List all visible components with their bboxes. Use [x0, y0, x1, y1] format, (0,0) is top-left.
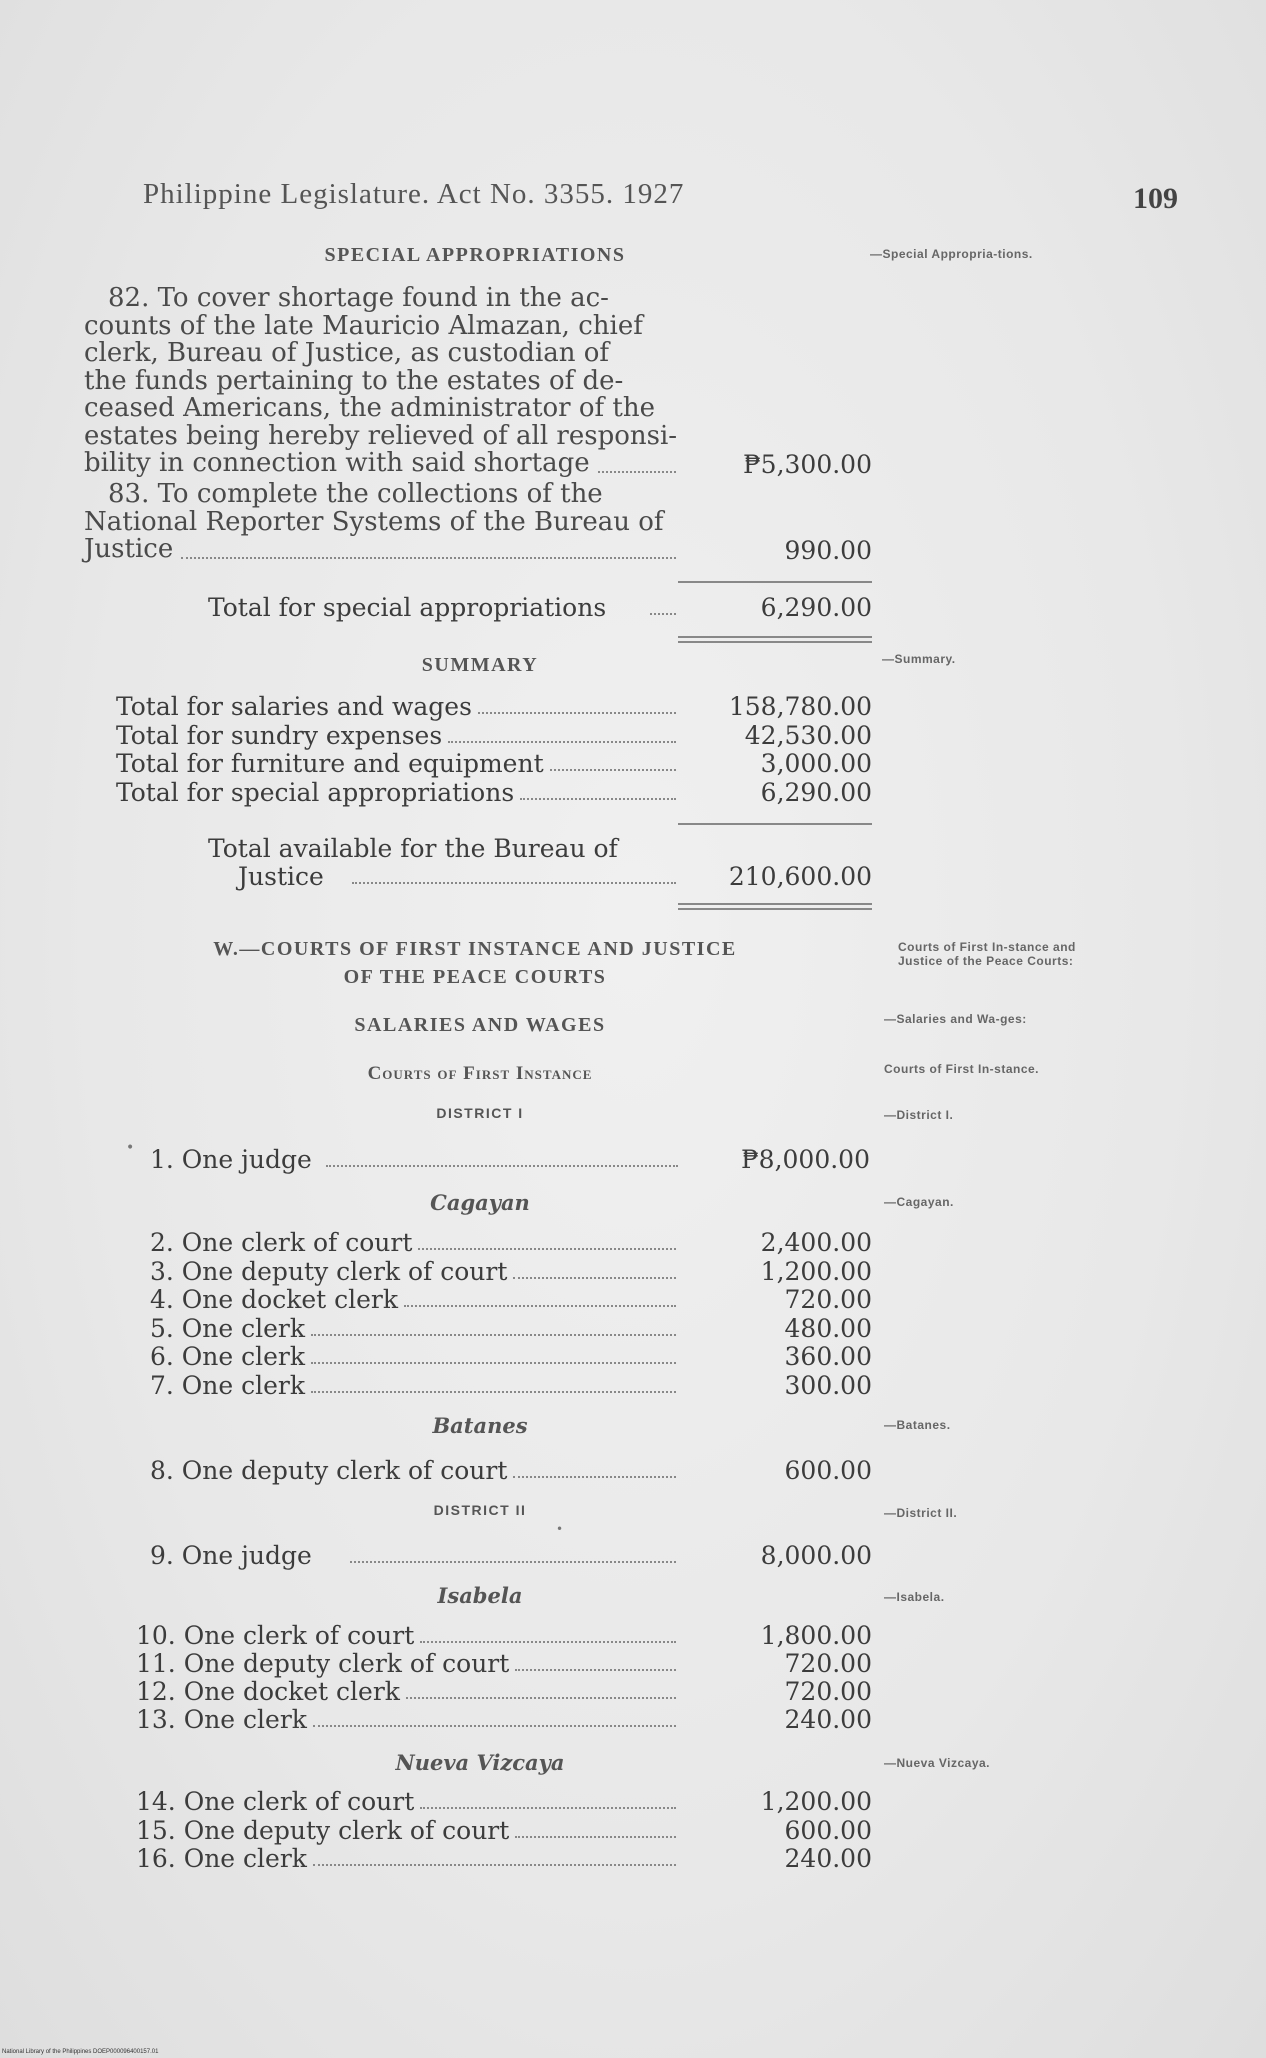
item-83-amount-row	[0, 536, 1266, 564]
row-label: Total for salaries and wages	[116, 692, 472, 721]
special-appropriations-heading: SPECIAL APPROPRIATIONS	[324, 244, 626, 266]
row-label: 7. One clerk	[150, 1370, 306, 1400]
table-row	[0, 1677, 1266, 1705]
row-label: Total for furniture and equipment	[116, 749, 544, 778]
nueva-vizcaya-heading: Nueva Vizcaya	[395, 1750, 565, 1775]
leader-dots	[313, 1705, 676, 1727]
table-row	[0, 692, 1266, 720]
leader-dots	[350, 1541, 676, 1563]
summary-rule	[678, 823, 872, 825]
margin-note-salaries: —Salaries and Wa-ges:	[884, 1012, 1027, 1026]
table-row	[0, 1816, 1266, 1844]
leader-dots	[515, 1816, 676, 1838]
leader-dots	[352, 862, 676, 884]
leader-dots	[478, 692, 676, 714]
table-row	[0, 1787, 1266, 1815]
district-2-heading: DISTRICT II	[433, 1502, 527, 1518]
leader-dots	[515, 1649, 676, 1671]
table-row	[0, 1257, 1266, 1285]
margin-note-isabela: —Isabela.	[884, 1590, 945, 1604]
row-label: 16. One clerk	[136, 1844, 307, 1873]
leader-dots	[311, 1314, 676, 1336]
running-title: Philippine Legislature. Act No. 3355. 1927	[143, 178, 685, 210]
row-amount: 600.00	[784, 1456, 872, 1485]
item-1-row	[0, 1145, 1266, 1173]
row-amount: 720.00	[784, 1285, 872, 1314]
row-amount: 1,200.00	[760, 1256, 872, 1286]
table-row	[0, 1342, 1266, 1370]
row-amount: 1,200.00	[760, 1787, 872, 1816]
isabela-heading: Isabela	[437, 1583, 523, 1608]
row-label: 11. One deputy clerk of court	[136, 1649, 510, 1678]
leader-dots	[520, 778, 676, 800]
paragraph-line: Justice	[84, 534, 174, 564]
row-label: 4. One docket clerk	[150, 1285, 399, 1314]
table-row	[0, 749, 1266, 777]
leader-dots	[513, 1456, 676, 1478]
table-row	[0, 1649, 1266, 1677]
leader-dots	[513, 1257, 676, 1279]
page-number: 109	[1133, 182, 1178, 215]
row-label: 13. One clerk	[136, 1705, 307, 1734]
special-total-amount: 6,290.00	[760, 593, 872, 622]
item-1-label: 1. One judge	[150, 1145, 312, 1174]
special-total-row	[0, 593, 1266, 621]
paragraph-line: estates being hereby relieved of all responsi-	[84, 420, 678, 451]
leader-dots	[311, 1371, 676, 1393]
leader-dots	[448, 721, 676, 743]
paragraph-line: bility in connection with said shortage	[84, 448, 590, 478]
row-amount: 720.00	[784, 1649, 872, 1678]
row-amount: 240.00	[784, 1705, 872, 1734]
margin-note-district-1: —District I.	[884, 1108, 954, 1122]
margin-note-cfi: Courts of First In-stance.	[884, 1062, 1040, 1076]
row-amount: 300.00	[784, 1370, 872, 1400]
row-amount: 6,290.00	[760, 777, 872, 807]
margin-note-district-2: —District II.	[884, 1506, 958, 1520]
double-rule-bottom	[678, 641, 872, 643]
row-amount: 158,780.00	[728, 692, 872, 721]
stray-mark: •	[556, 1522, 564, 1536]
row-label: 10. One clerk of court	[136, 1621, 415, 1650]
summary-total-amount: 210,600.00	[728, 862, 872, 891]
row-label: Total for sundry expenses	[116, 720, 443, 750]
leader-dots	[418, 1228, 676, 1250]
paragraph-line: the funds pertaining to the estates of de-	[84, 365, 624, 396]
row-label: 6. One clerk	[150, 1342, 306, 1371]
batanes-heading: Batanes	[432, 1413, 528, 1438]
item-1-amount: ₱8,000.00	[741, 1145, 870, 1174]
double-rule-top	[678, 903, 872, 905]
margin-note-nueva-vizcaya: —Nueva Vizcaya.	[884, 1756, 991, 1770]
item-83-amount: 990.00	[784, 536, 872, 565]
item-82-amount: ₱5,300.00	[743, 450, 872, 479]
paragraph-line: clerk, Bureau of Justice, as custodian of	[84, 338, 610, 368]
row-amount: 480.00	[784, 1313, 872, 1343]
row-label: 12. One docket clerk	[136, 1677, 400, 1706]
salaries-heading: SALARIES AND WAGES	[354, 1014, 606, 1036]
row-amount: 720.00	[784, 1677, 872, 1706]
scan-credit: National Library of the Philippines DOEP000096400157.01	[2, 2049, 159, 2055]
margin-note-cagayan: —Cagayan.	[884, 1195, 954, 1209]
margin-note-summary: —Summary.	[882, 652, 956, 666]
item-9-amount: 8,000.00	[760, 1541, 872, 1570]
paragraph-line: 82. To cover shortage found in the ac-	[108, 283, 609, 313]
row-amount: 240.00	[784, 1844, 872, 1873]
row-amount: 3,000.00	[760, 749, 872, 778]
table-row	[0, 778, 1266, 806]
district-1-heading: DISTRICT I	[436, 1105, 524, 1121]
row-label: 5. One clerk	[150, 1313, 306, 1343]
paragraph-line: ceased Americans, the administrator of the	[84, 393, 655, 423]
double-rule-top	[678, 636, 872, 638]
leader-dots	[326, 1145, 678, 1167]
table-row	[0, 1456, 1266, 1484]
cagayan-heading: Cagayan	[430, 1190, 530, 1215]
table-row	[0, 1228, 1266, 1256]
row-label: 8. One deputy clerk of court	[150, 1456, 508, 1485]
margin-note-batanes: —Batanes.	[884, 1418, 951, 1432]
table-row	[0, 1844, 1266, 1872]
row-amount: 2,400.00	[760, 1228, 872, 1257]
table-row	[0, 721, 1266, 749]
row-label: Total for special appropriations	[116, 777, 515, 807]
leader-dots	[404, 1285, 676, 1307]
margin-note-courts: Courts of First In-stance and Justice of the Peace Courts:	[898, 940, 1076, 968]
table-row	[0, 1285, 1266, 1313]
leader-dots	[313, 1844, 676, 1866]
item-9-row	[0, 1541, 1266, 1569]
row-amount: 360.00	[784, 1342, 872, 1371]
subtotal-rule	[678, 581, 872, 583]
table-row	[0, 1705, 1266, 1733]
row-label: 3. One deputy clerk of court	[150, 1256, 508, 1286]
item-82-amount-row	[0, 450, 1266, 478]
paragraph-line: National Reporter Systems of the Bureau of	[84, 506, 664, 537]
row-amount: 1,800.00	[760, 1621, 872, 1650]
paragraph-line: counts of the late Mauricio Almazan, chief	[84, 310, 643, 341]
cfi-heading: Courts of First Instance	[367, 1063, 593, 1084]
double-rule-bottom	[678, 908, 872, 910]
row-amount: 42,530.00	[744, 720, 872, 750]
courts-heading-line2: OF THE PEACE COURTS	[343, 966, 607, 988]
summary-heading: SUMMARY	[421, 654, 539, 676]
paragraph-line: 83. To complete the collections of the	[108, 479, 603, 509]
table-row	[0, 1371, 1266, 1399]
special-total-label: Total for special appropriations	[208, 593, 607, 622]
margin-note-special: —Special Appropria-tions.	[870, 247, 1033, 261]
leader-dots	[420, 1787, 676, 1809]
leader-dots	[420, 1621, 676, 1643]
summary-total-label-line2: Justice	[238, 862, 324, 891]
row-label: 15. One deputy clerk of court	[136, 1815, 510, 1845]
row-amount: 600.00	[784, 1815, 872, 1845]
leader-dots	[311, 1342, 676, 1364]
leader-dots	[406, 1677, 676, 1699]
row-label: 14. One clerk of court	[136, 1787, 415, 1816]
leader-dots	[550, 749, 676, 771]
item-9-label: 9. One judge	[150, 1541, 312, 1570]
summary-total-label-line1: Total available for the Bureau of	[208, 834, 618, 863]
table-row	[0, 1621, 1266, 1649]
row-label: 2. One clerk of court	[150, 1228, 413, 1257]
courts-heading-line1: W.—COURTS OF FIRST INSTANCE AND JUSTICE	[213, 938, 737, 960]
summary-total-row	[0, 862, 1266, 890]
table-row	[0, 1314, 1266, 1342]
stray-mark: •	[126, 1140, 135, 1156]
